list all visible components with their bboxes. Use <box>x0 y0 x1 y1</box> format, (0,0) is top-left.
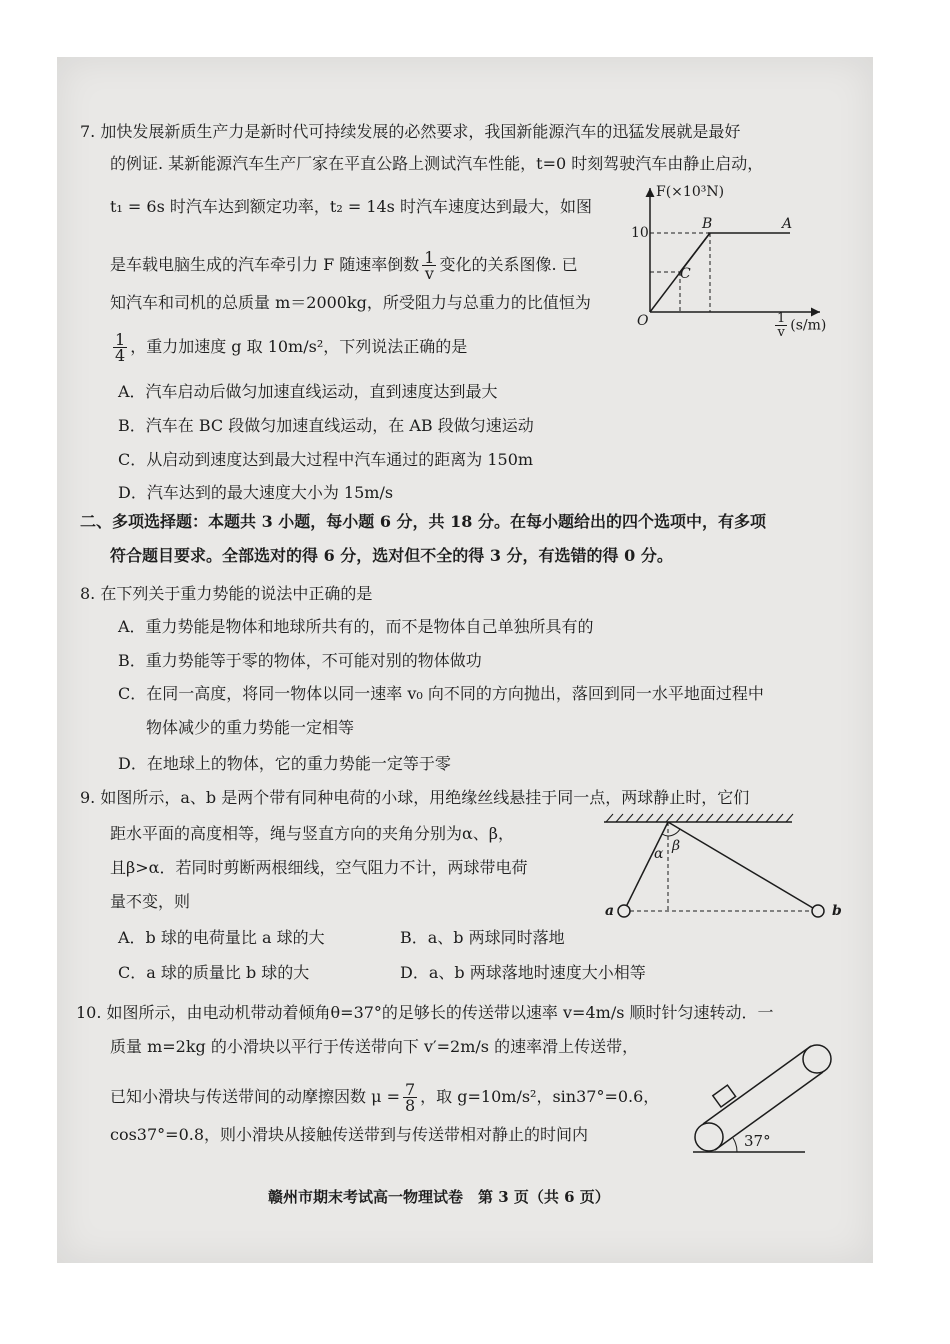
q9-line-4: 量不变，则 <box>110 892 191 911</box>
section-2-line-2: 符合题目要求。全部选对的得 6 分，选对但不全的得 3 分，有选错的得 0 分。 <box>110 546 673 565</box>
fraction-numerator: 1 <box>115 330 126 349</box>
q7-line-6 <box>110 332 467 363</box>
q7-option-d: D．汽车达到的最大速度大小为 15m/s <box>118 483 394 502</box>
string-a <box>624 822 668 911</box>
fraction-numerator: 1 <box>424 248 435 267</box>
q10-line-2: 质量 m=2kg 的小滑块以平行于传送带向下 v′=2m/s 的速率滑上传送带， <box>110 1037 639 1056</box>
q10-line-3-end: ，取 g=10m/s²，sin37°=0.6， <box>420 1087 660 1106</box>
q8-option-d: D．在地球上的物体，它的重力势能一定等于零 <box>118 754 451 773</box>
q7-line-3: t₁ = 6s 时汽车达到额定功率，t₂ = 14s 时汽车速度达到最大，如图 <box>110 197 592 216</box>
q8-option-a: A．重力势能是物体和地球所共有的，而不是物体自己单独所具有的 <box>118 617 594 636</box>
section-2-line-1: 二、多项选择题：本题共 3 小题，每小题 6 分，共 18 分。在每小题给出的四个选项中，有多项 <box>80 512 766 531</box>
graph-point-c: C <box>680 266 691 282</box>
q7-line-1: 7. 加快发展新质生产力是新时代可持续发展的必然要求，我国新能源汽车的迅猛发展就是最好 <box>80 122 741 141</box>
q8-option-c-line-1: C．在同一高度，将同一物体以同一速率 v₀ 向不同的方向抛出，落回到同一水平地面过程中 <box>118 684 764 703</box>
q8-option-c-line-2: 物体减少的重力势能一定相等 <box>146 718 355 737</box>
fraction-denominator: 4 <box>115 346 126 365</box>
q10-line-1: 10. 如图所示，由电动机带动着倾角θ=37°的足够长的传送带以速率 v=4m/s 顺时针匀速转动．一 <box>76 1003 774 1022</box>
string-b <box>668 822 818 911</box>
q7-option-b: B．汽车在 BC 段做匀加速直线运动，在 AB 段做匀速运动 <box>118 416 534 435</box>
q7-line-6-text: ，重力加速度 g 取 10m/s²，下列说法正确的是 <box>130 337 468 356</box>
graph-origin: O <box>637 313 649 329</box>
angle-beta-label: β <box>672 838 681 854</box>
graph-point-b: B <box>702 216 713 232</box>
charged-balls-figure <box>596 810 836 930</box>
angle-37-label: 37° <box>744 1132 771 1150</box>
fraction-numerator: 1 <box>777 311 786 326</box>
q7-line-2: 的例证. 某新能源汽车生产厂家在平直公路上测试汽车性能，t=0 时刻驾驶汽车由静止启动， <box>110 154 764 173</box>
inverse-v-fraction <box>422 250 436 281</box>
q7-line-4 <box>110 250 578 281</box>
graph-y-label: F(×10³N) <box>656 184 725 200</box>
ball-a-label: a <box>605 903 615 919</box>
q9-line-1: 9. 如图所示，a、b 是两个带有同种电荷的小球，用绝缘丝线悬挂于同一点，两球静止时，它们 <box>80 788 750 807</box>
q7-line-4-start: 是车载电脑生成的汽车牵引力 F 随速率倒数 <box>110 255 420 274</box>
graph-x-fraction <box>775 312 787 339</box>
upper-roller <box>803 1045 831 1073</box>
fraction-numerator: 7 <box>404 1080 416 1099</box>
fraction-denominator: 8 <box>404 1096 416 1115</box>
q7-line-5: 知汽车和司机的总质量 m＝2000kg，所受阻力与总重力的比值恒为 <box>110 293 591 312</box>
q9-line-3: 且β>α．若同时剪断两根细线，空气阻力不计，两球带电荷 <box>110 858 528 877</box>
q8-stem: 8. 在下列关于重力势能的说法中正确的是 <box>80 584 373 603</box>
q10-line-4: cos37°=0.8，则小滑块从接触传送带到与传送带相对静止的时间内 <box>110 1125 589 1144</box>
q8-option-b: B．重力势能等于零的物体，不可能对别的物体做功 <box>118 651 482 670</box>
mu-fraction <box>403 1082 417 1113</box>
graph-y-tick: 10 <box>631 225 649 241</box>
q7-line-4-end: 变化的关系图像. 已 <box>439 255 578 274</box>
q9-option-a: A．b 球的电荷量比 a 球的大 <box>118 928 325 947</box>
ball-b <box>812 905 824 917</box>
graph-x-unit: (s/m) <box>790 317 827 334</box>
belt-top <box>703 1046 811 1124</box>
page-footer: 赣州市期末考试高一物理试卷 第 3 页（共 6 页） <box>268 1188 610 1206</box>
graph-point-a: A <box>782 216 793 232</box>
q9-option-b: B．a、b 两球同时落地 <box>400 928 565 947</box>
fraction-denominator: v <box>424 264 434 283</box>
q10-line-3-start: 已知小滑块与传送带间的动摩擦因数 μ = <box>110 1087 400 1106</box>
ratio-fraction <box>113 332 127 363</box>
graph-x-label <box>772 312 826 339</box>
lower-roller <box>695 1123 723 1151</box>
ceiling-hatch <box>606 814 793 822</box>
q9-option-d: D．a、b 两球落地时速度大小相等 <box>400 963 646 982</box>
q9-line-2: 距水平面的高度相等，绳与竖直方向的夹角分别为α、β， <box>110 824 515 843</box>
angle-alpha-label: α <box>654 846 664 862</box>
ball-b-label: b <box>832 903 842 919</box>
ball-a <box>618 905 630 917</box>
q9-option-c: C．a 球的质量比 b 球的大 <box>118 963 310 982</box>
q7-option-a: A．汽车启动后做匀加速直线运动，直到速度达到最大 <box>118 382 498 401</box>
q10-line-3 <box>110 1082 659 1113</box>
q7-option-c: C．从启动到速度达到最大过程中汽车通过的距离为 150m <box>118 450 534 469</box>
fraction-denominator: v <box>777 325 785 340</box>
